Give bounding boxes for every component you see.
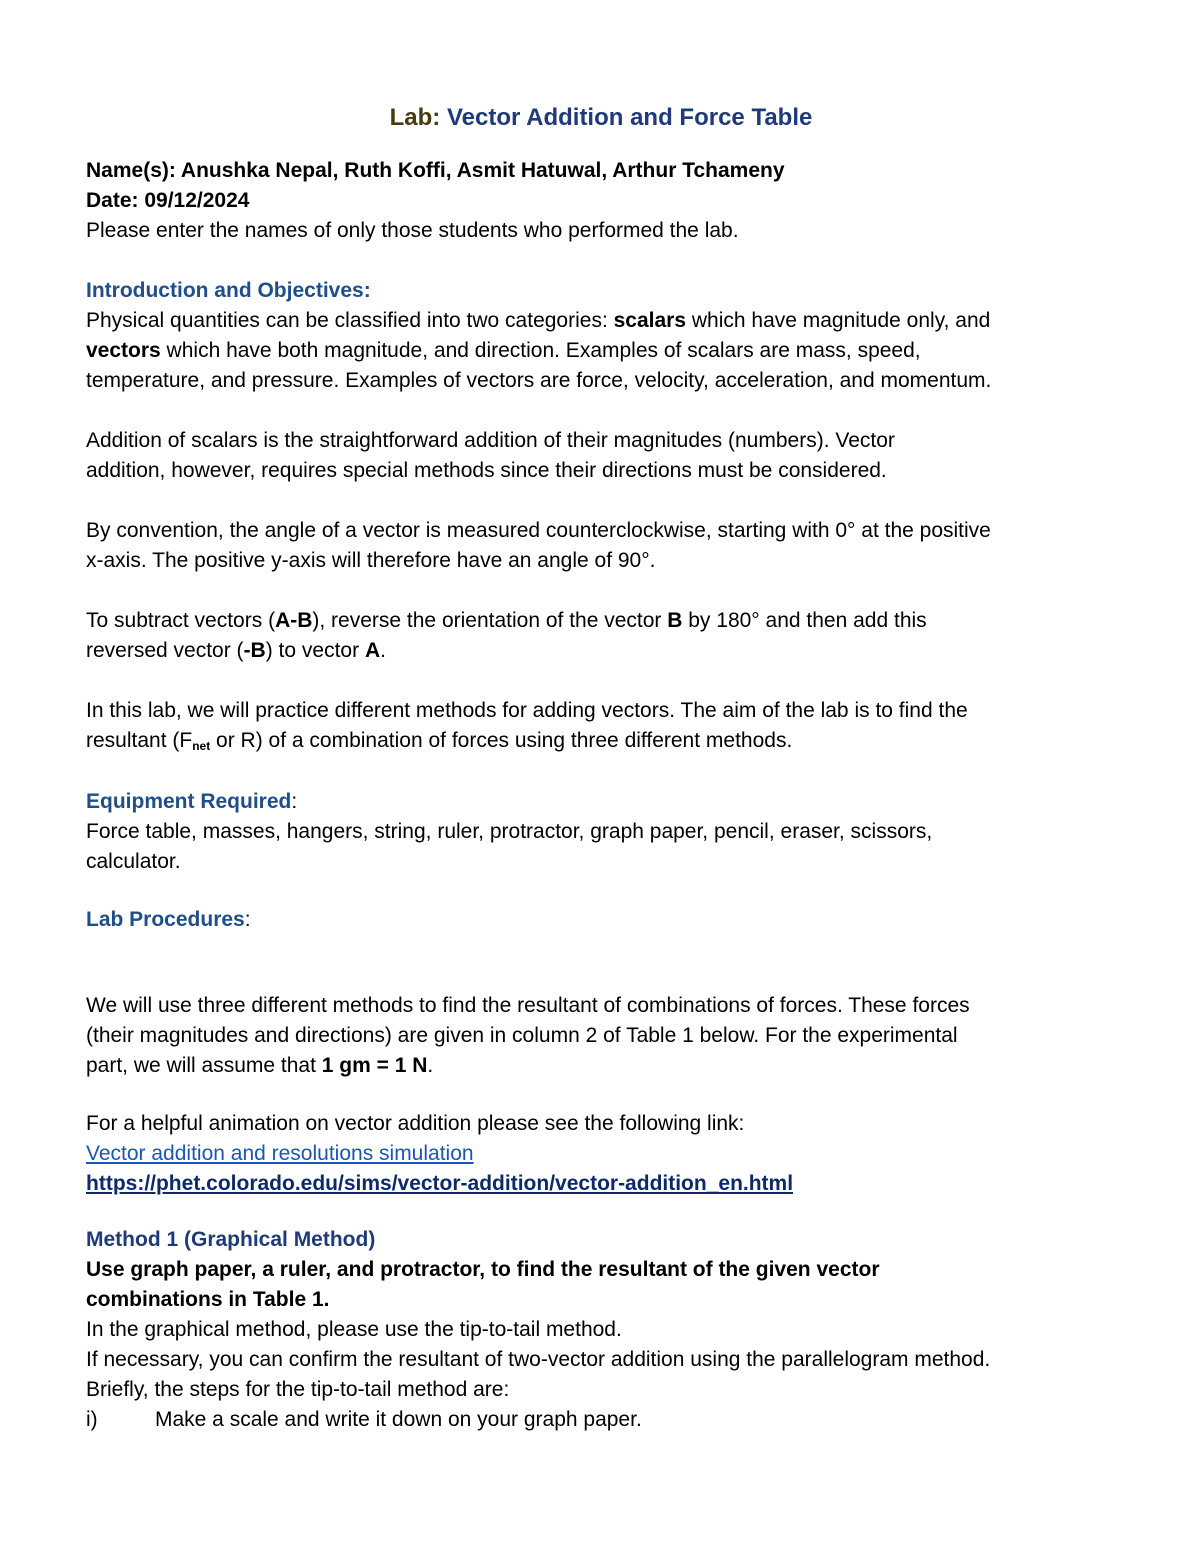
equipment-line-1: Force table, masses, hangers, string, ruler, protractor, graph paper, pencil, eraser, scissors, — [86, 820, 933, 843]
procedures-p1-line-2: (their magnitudes and directions) are given in column 2 of Table 1 below. For the experimental — [86, 1024, 958, 1047]
method1-bold-line-1: Use graph paper, a ruler, and protractor, to find the resultant of the given vector — [86, 1258, 880, 1281]
simulation-url-link[interactable]: https://phet.colorado.edu/sims/vector-addition/vector-addition_en.html — [86, 1172, 794, 1195]
header-block — [86, 156, 1116, 246]
date-line: Date: 09/12/2024 — [86, 189, 250, 212]
intro-p5-text-b: or R) of a combination of forces using three different methods. — [210, 729, 793, 752]
method1-heading: Method 1 (Graphical Method) — [86, 1228, 376, 1251]
intro-p3-line-1: By convention, the angle of a vector is measured counterclockwise, starting with 0° at the positive — [86, 519, 991, 542]
intro-p4-text-b: ), reverse the orientation of the vector — [312, 609, 668, 632]
intro-p4-text-a: To subtract vectors ( — [86, 609, 276, 632]
intro-p4-text-f: . — [380, 639, 386, 662]
equipment-heading: Equipment Required — [86, 790, 292, 813]
intro-paragraph-4 — [86, 606, 1116, 666]
vector-b: B — [667, 609, 683, 632]
names-line: Name(s): Anushka Nepal, Ruth Koffi, Asmit Hatuwal, Arthur Tchameny — [86, 159, 785, 182]
intro-p4-text-e: ) to vector — [265, 639, 365, 662]
term-vectors: vectors — [86, 339, 161, 362]
procedures-p2-line-1: For a helpful animation on vector addition please see the following link: — [86, 1112, 745, 1135]
intro-p4-text-d: reversed vector ( — [86, 639, 244, 662]
intro-p5-text-a: resultant (F — [86, 729, 193, 752]
intro-p1-text-d: temperature, and pressure. Examples of vectors are force, velocity, acceleration, and momentum. — [86, 369, 992, 392]
method1-line-2: If necessary, you can confirm the resultant of two-vector addition using the parallelogram method. — [86, 1348, 991, 1371]
method1-section — [86, 1225, 1116, 1435]
intro-p2-line-1: Addition of scalars is the straightforward addition of their magnitudes (numbers). Vector — [86, 429, 895, 452]
vector-a-minus-b: A-B — [275, 609, 313, 632]
subscript-net: net — [192, 739, 211, 753]
procedures-paragraph-2 — [86, 1109, 1116, 1199]
simulation-link[interactable]: Vector addition and resolutions simulation — [86, 1142, 474, 1165]
page-title — [86, 100, 1116, 136]
method1-line-3: Briefly, the steps for the tip-to-tail method are: — [86, 1378, 510, 1401]
intro-paragraph-2 — [86, 426, 1116, 486]
procedures-p1-line-1: We will use three different methods to find the resultant of combinations of forces. These forces — [86, 994, 970, 1017]
term-scalars: scalars — [613, 309, 687, 332]
intro-paragraph-5 — [86, 696, 1116, 761]
step-number: i) — [86, 1408, 98, 1431]
method1-bold-line-2: combinations in Table 1. — [86, 1288, 330, 1311]
title-main: Vector Addition and Force Table — [446, 104, 813, 131]
vector-neg-b: -B — [243, 639, 266, 662]
step-text: Make a scale and write it down on your graph paper. — [155, 1408, 642, 1431]
document-page — [86, 100, 1116, 1435]
title-prefix: Lab: — [389, 104, 441, 131]
intro-heading: Introduction and Objectives: — [86, 279, 371, 302]
procedures-p1-text-b: . — [427, 1054, 434, 1077]
equipment-section — [86, 787, 1116, 877]
procedures-p1-text-a: part, we will assume that — [86, 1054, 322, 1077]
names-instruction: Please enter the names of only those students who performed the lab. — [86, 219, 739, 242]
intro-p1-text-c: which have both magnitude, and direction. Examples of scalars are mass, speed, — [160, 339, 921, 362]
vector-a: A — [364, 639, 381, 662]
equipment-colon: : — [291, 790, 298, 813]
intro-p5-line-1: In this lab, we will practice different methods for adding vectors. The aim of the lab is to find the — [86, 699, 968, 722]
intro-p2-line-2: addition, however, requires special methods since their directions must be considered. — [86, 459, 887, 482]
intro-p3-line-2: x-axis. The positive y-axis will therefore have an angle of 90°. — [86, 549, 656, 572]
unit-assumption: 1 gm = 1 N — [321, 1054, 428, 1077]
method1-line-1: In the graphical method, please use the tip-to-tail method. — [86, 1318, 622, 1341]
intro-p1-text-b: which have magnitude only, and — [686, 309, 991, 332]
intro-paragraph-1 — [86, 306, 1116, 396]
equipment-line-2: calculator. — [86, 850, 181, 873]
introduction-section — [86, 276, 1116, 761]
intro-p4-text-c: by 180° and then add this — [682, 609, 927, 632]
intro-p1-text-a: Physical quantities can be classified into two categories: — [86, 309, 614, 332]
list-item — [86, 1405, 1116, 1435]
intro-paragraph-3 — [86, 516, 1116, 576]
procedures-heading: Lab Procedures — [86, 908, 245, 931]
procedures-colon: : — [244, 908, 251, 931]
procedures-section — [86, 905, 1116, 1199]
procedures-paragraph-1 — [86, 991, 1116, 1081]
